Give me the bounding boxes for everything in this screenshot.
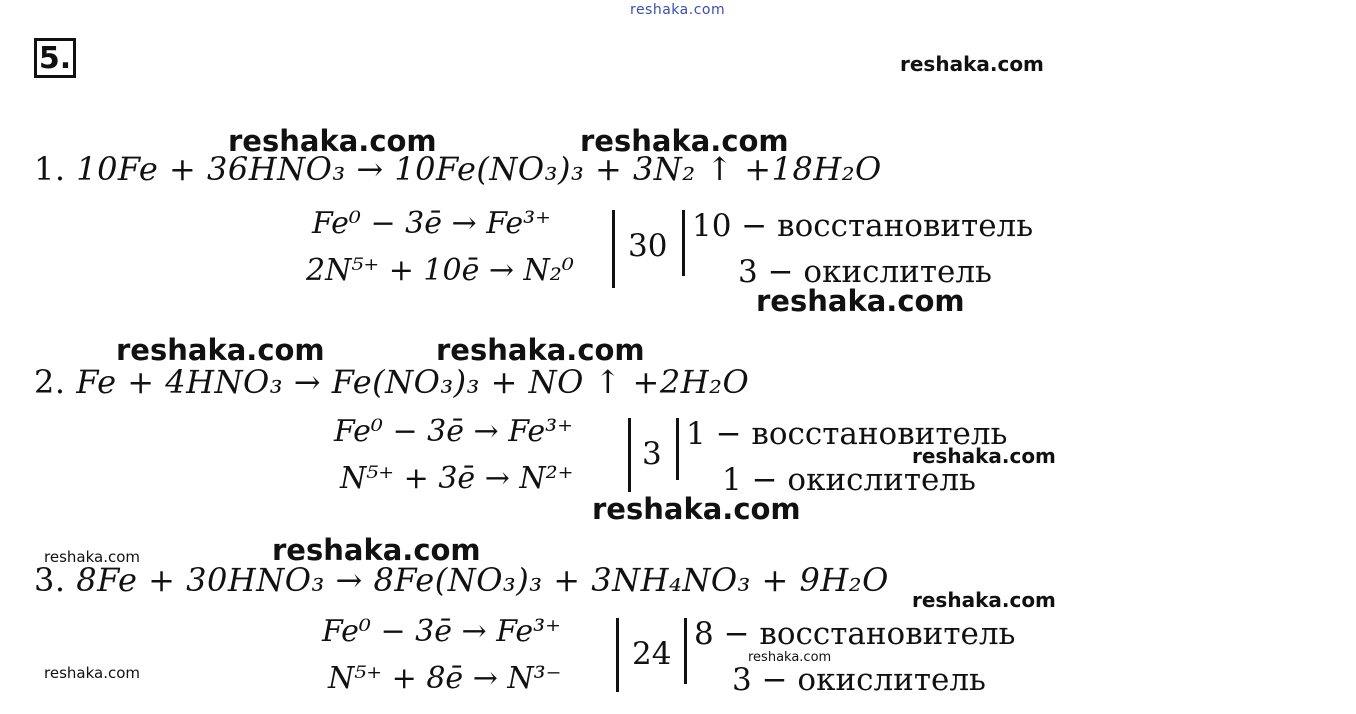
task-number-box xyxy=(34,38,76,78)
reaction-2-ox-role: 1 − восстановитель xyxy=(686,416,1008,452)
watermark: reshaka.com xyxy=(756,284,965,318)
divider-bar xyxy=(682,210,685,276)
reaction-1-ox-role-text: восстановитель xyxy=(777,208,1034,244)
reaction-1-red-role-text: окислитель xyxy=(803,254,992,290)
reaction-3-text: 8Fe + 30HNO₃ → 8Fe(NO₃)₃ + 3NH₄NO₃ + 9H₂O xyxy=(76,561,889,599)
reaction-2-equation xyxy=(34,363,749,401)
reaction-3-ox-half: Fe⁰ − 3ē → Fe³⁺ xyxy=(322,614,562,649)
reaction-2-red-coef: 1 xyxy=(722,462,742,498)
watermark-top: reshaka.com xyxy=(630,2,726,18)
reaction-1-ox-role: 10 − восстановитель xyxy=(692,208,1034,244)
reaction-1-red-half: 2N⁵⁺ + 10ē → N₂⁰ xyxy=(306,253,574,288)
watermark: reshaka.com xyxy=(116,333,325,367)
reaction-1-equation xyxy=(34,150,882,188)
reaction-1-text: 10Fe + 36HNO₃ → 10Fe(NO₃)₃ + 3N₂ ↑ +18H₂O xyxy=(76,150,882,188)
watermark: reshaka.com xyxy=(228,124,437,158)
watermark: reshaka.com xyxy=(580,124,789,158)
reaction-3-ox-role-text: восстановитель xyxy=(759,616,1016,652)
reaction-2-ox-half: Fe⁰ − 3ē → Fe³⁺ xyxy=(334,414,574,449)
watermark: reshaka.com xyxy=(912,444,1056,468)
reaction-1-lcm: 30 xyxy=(628,228,668,264)
reaction-3-red-role-text: окислитель xyxy=(797,662,986,698)
reaction-2-index: 2. xyxy=(34,363,66,401)
task-number: 5. xyxy=(38,40,72,76)
divider-bar xyxy=(684,618,687,684)
reaction-1-ox-half: Fe⁰ − 3ē → Fe³⁺ xyxy=(312,206,552,241)
reaction-3-equation xyxy=(34,561,889,599)
reaction-1-ox-coef: 10 xyxy=(692,208,732,244)
reaction-2-red-role: 1 − окислитель xyxy=(722,462,976,498)
reaction-1-red-coef: 3 xyxy=(738,254,758,290)
watermark: reshaka.com xyxy=(272,533,481,567)
divider-bar xyxy=(616,618,619,692)
reaction-1-red-role: 3 − окислитель xyxy=(738,254,992,290)
reaction-3-red-role: 3 − окислитель xyxy=(732,662,986,698)
watermark: reshaka.com xyxy=(44,664,140,682)
reaction-3-red-half: N⁵⁺ + 8ē → N³⁻ xyxy=(328,661,562,696)
watermark: reshaka.com xyxy=(748,650,832,665)
reaction-2-red-half: N⁵⁺ + 3ē → N²⁺ xyxy=(340,461,574,496)
reaction-2-red-role-text: окислитель xyxy=(787,462,976,498)
reaction-3-red-coef: 3 xyxy=(732,662,752,698)
watermark: reshaka.com xyxy=(436,333,645,367)
divider-bar xyxy=(612,210,615,288)
watermark: reshaka.com xyxy=(912,588,1056,612)
watermark: reshaka.com xyxy=(900,52,1044,76)
reaction-3-index: 3. xyxy=(34,561,66,599)
reaction-3-ox-coef: 8 xyxy=(694,616,714,652)
reaction-2-ox-coef: 1 xyxy=(686,416,706,452)
watermark: reshaka.com xyxy=(592,492,801,526)
reaction-3-lcm: 24 xyxy=(632,636,672,672)
divider-bar xyxy=(676,418,679,480)
reaction-2-text: Fe + 4HNO₃ → Fe(NO₃)₃ + NO ↑ +2H₂O xyxy=(76,363,750,401)
watermark: reshaka.com xyxy=(44,548,140,566)
divider-bar xyxy=(628,418,631,492)
reaction-2-lcm: 3 xyxy=(642,436,662,472)
reaction-1-index: 1. xyxy=(34,150,66,188)
reaction-3-ox-role: 8 − восстановитель xyxy=(694,616,1016,652)
reaction-2-ox-role-text: восстановитель xyxy=(751,416,1008,452)
